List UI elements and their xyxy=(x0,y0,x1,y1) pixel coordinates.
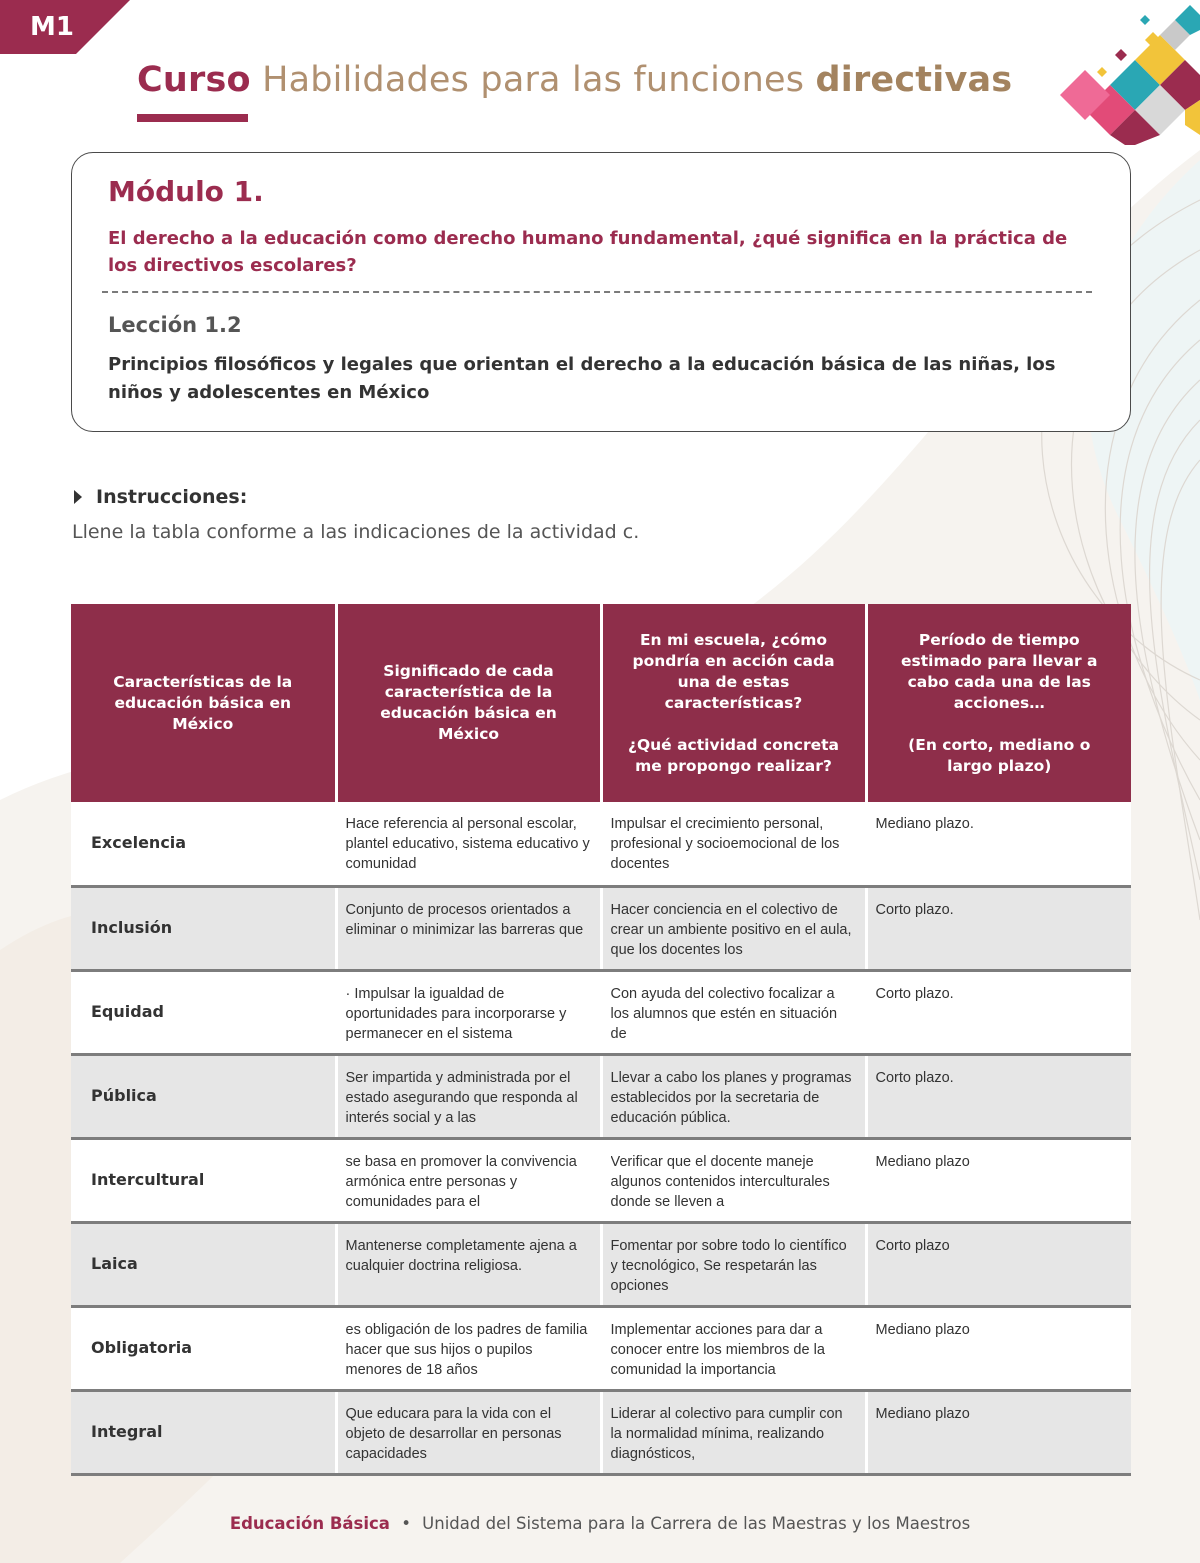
bullet-icon xyxy=(72,489,84,505)
table-row xyxy=(71,1306,1131,1390)
title-underline-bar xyxy=(137,114,248,122)
table-row xyxy=(71,1390,1131,1474)
period-cell[interactable]: Corto plazo xyxy=(866,1222,1131,1306)
action-cell[interactable]: Fomentar por sobre todo lo científico y tecnológico, Se respetarán las opciones xyxy=(601,1222,866,1306)
meaning-cell[interactable]: Que educara para la vida con el objeto de desarrollar en personas capacidades xyxy=(336,1390,601,1474)
period-cell[interactable]: Corto plazo. xyxy=(866,886,1131,970)
activity-table xyxy=(71,604,1131,1476)
course-title-end: directivas xyxy=(815,60,1013,100)
period-cell[interactable]: Corto plazo. xyxy=(866,970,1131,1054)
action-cell[interactable]: Implementar acciones para dar a conocer entre los miembros de la comunidad la importancia xyxy=(601,1306,866,1390)
header-meaning: Significado de cada característica de la educación básica en México xyxy=(336,604,601,802)
lesson-title: Lección 1.2 xyxy=(108,313,242,337)
period-cell[interactable]: Mediano plazo xyxy=(866,1306,1131,1390)
geometric-decoration-icon xyxy=(1055,0,1200,145)
period-cell[interactable]: Mediano plazo xyxy=(866,1138,1131,1222)
course-title-middle: Habilidades para las funciones xyxy=(262,60,805,100)
action-cell[interactable]: Impulsar el crecimiento personal, profesional y socioemocional de los docentes xyxy=(601,802,866,886)
header-period-question: Período de tiempo estimado para llevar a cabo cada una de las acciones… xyxy=(901,630,1098,712)
header-period-extra: (En corto, mediano o largo plazo) xyxy=(908,735,1091,775)
row-label: Integral xyxy=(71,1390,336,1474)
module-tab xyxy=(0,0,130,54)
row-label: Pública xyxy=(71,1054,336,1138)
action-cell[interactable]: Verificar que el docente maneje algunos contenidos interculturales donde se lleven a xyxy=(601,1138,866,1222)
module-tab-label: M1 xyxy=(30,12,74,42)
table-row xyxy=(71,1222,1131,1306)
period-cell[interactable]: Mediano plazo xyxy=(866,1390,1131,1474)
instructions-heading xyxy=(72,486,247,508)
meaning-cell[interactable]: · Impulsar la igualdad de oportunidades para incorporarse y permanecer en el sistema xyxy=(336,970,601,1054)
instructions-text: Llene la tabla conforme a las indicaciones de la actividad c. xyxy=(72,521,640,543)
table-row xyxy=(71,1054,1131,1138)
lesson-subtitle: Principios filosóficos y legales que orientan el derecho a la educación básica de las niñas, los niños y adolescentes en México xyxy=(108,354,1056,403)
meaning-cell[interactable]: Conjunto de procesos orientados a eliminar o minimizar las barreras que xyxy=(336,886,601,970)
table-row xyxy=(71,802,1131,886)
dashed-divider xyxy=(102,291,1092,293)
action-cell[interactable]: Hacer conciencia en el colectivo de crear un ambiente positivo en el aula, que los docentes los xyxy=(601,886,866,970)
meaning-cell[interactable]: Ser impartida y administrada por el estado asegurando que responda al interés social y a las xyxy=(336,1054,601,1138)
row-label: Excelencia xyxy=(71,802,336,886)
meaning-cell[interactable]: Hace referencia al personal escolar, plantel educativo, sistema educativo y comunidad xyxy=(336,802,601,886)
row-label: Equidad xyxy=(71,970,336,1054)
period-cell[interactable]: Corto plazo. xyxy=(866,1054,1131,1138)
action-cell[interactable]: Con ayuda del colectivo focalizar a los alumnos que estén en situación de xyxy=(601,970,866,1054)
row-label: Intercultural xyxy=(71,1138,336,1222)
table-header-row xyxy=(71,604,1131,802)
course-title xyxy=(137,60,1012,100)
table-row xyxy=(71,886,1131,970)
page-footer xyxy=(0,1514,1200,1533)
period-cell[interactable]: Mediano plazo. xyxy=(866,802,1131,886)
footer-unit: Unidad del Sistema para la Carrera de las Maestras y los Maestros xyxy=(422,1514,971,1533)
action-cell[interactable]: Llevar a cabo los planes y programas establecidos por la secretaria de educación pública. xyxy=(601,1054,866,1138)
table-row xyxy=(71,970,1131,1054)
row-label: Laica xyxy=(71,1222,336,1306)
module-subtitle: El derecho a la educación como derecho humano fundamental, ¿qué significa en la práctica de los directivos escolares? xyxy=(108,228,1068,276)
module-info-box xyxy=(71,152,1131,432)
instructions-heading-label: Instrucciones: xyxy=(96,486,248,508)
table-row xyxy=(71,1138,1131,1222)
footer-brand: Educación Básica xyxy=(229,1514,390,1533)
row-label: Inclusión xyxy=(71,886,336,970)
header-action xyxy=(601,604,866,802)
meaning-cell[interactable]: es obligación de los padres de familia hacer que sus hijos o pupilos menores de 18 años xyxy=(336,1306,601,1390)
module-title: Módulo 1. xyxy=(108,175,264,208)
header-characteristics: Características de la educación básica en México xyxy=(71,604,336,802)
course-title-word: Curso xyxy=(137,60,251,100)
row-label: Obligatoria xyxy=(71,1306,336,1390)
action-cell[interactable]: Liderar al colectivo para cumplir con la normalidad mínima, realizando diagnósticos, xyxy=(601,1390,866,1474)
footer-separator: • xyxy=(401,1514,411,1533)
meaning-cell[interactable]: Mantenerse completamente ajena a cualquier doctrina religiosa. xyxy=(336,1222,601,1306)
header-action-question: En mi escuela, ¿cómo pondría en acción cada una de estas características? xyxy=(632,630,835,712)
meaning-cell[interactable]: se basa en promover la convivencia armónica entre personas y comunidades para el xyxy=(336,1138,601,1222)
header-action-extra: ¿Qué actividad concreta me propongo realizar? xyxy=(627,735,840,775)
header-period xyxy=(866,604,1131,802)
